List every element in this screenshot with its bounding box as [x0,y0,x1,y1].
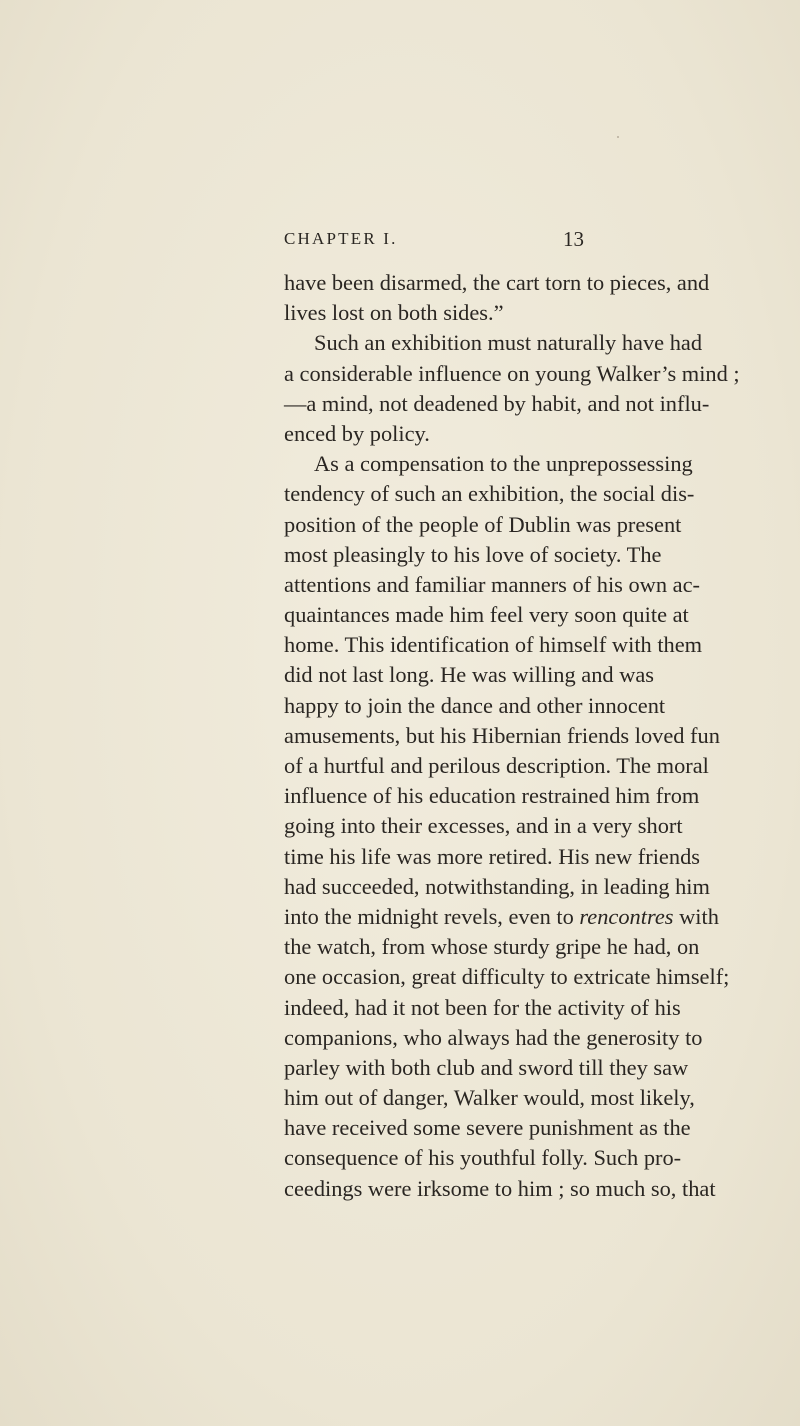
body-text [284,268,740,1204]
running-head: CHAPTER I. [284,229,398,248]
text-line: companions, who always had the generosity to [284,1024,703,1050]
text-line: attentions and familiar manners of his own ac- [284,571,700,597]
text-line: most pleasingly to his love of society. The [284,541,662,567]
text-line: —a mind, not deadened by habit, and not influ- [284,390,710,416]
italic-word: rencontres [579,903,674,929]
text-line: Such an exhibition must naturally have had [314,330,703,356]
text-line: him out of danger, Walker would, most likely, [284,1085,695,1111]
text-line: home. This identification of himself with them [284,632,703,658]
text-line: have received some severe punishment as the [284,1115,691,1141]
text-line: of a hurtful and perilous description. The moral [284,753,709,778]
text-line: have been disarmed, the cart torn to pieces, and [284,270,710,295]
text-line: tendency of such an exhibition, the social dis- [284,481,695,507]
paper-speck [617,136,619,138]
text-line: one occasion, great difficulty to extricate himself; [284,964,730,990]
text-line: influence of his education restrained him from [284,783,700,809]
text-line: indeed, had it not been for the activity of his [284,994,681,1020]
text-line: lives lost on both sides.” [284,300,504,326]
text-run: with [673,903,719,929]
text-line [284,902,719,932]
text-line: time his life was more retired. His new friends [284,843,700,869]
text-line: a considerable influence on young Walker’s mind ; [284,360,740,386]
page-header [284,227,584,255]
text-line: did not last long. He was willing and was [284,662,655,688]
text-line: enced by policy. [284,420,430,446]
text-line: parley with both club and sword till they saw [284,1054,689,1080]
text-line: quaintances made him feel very soon quite at [284,602,689,628]
text-line: happy to join the dance and other innocent [284,692,666,718]
text-line: position of the people of Dublin was present [284,511,682,537]
text-run: into the midnight revels, even to [284,903,580,929]
text-line: consequence of his youthful folly. Such pro- [284,1145,682,1171]
text-line: As a compensation to the unprepossessing [314,451,693,477]
text-line: the watch, from whose sturdy gripe he had, on [284,934,700,960]
text-line: amusements, but his Hibernian friends loved fun [284,722,720,748]
text-line: had succeeded, notwithstanding, in leading him [284,873,710,899]
text-line: ceedings were irksome to him ; so much so, that [284,1175,716,1201]
text-line: going into their excesses, and in a very short [284,813,683,839]
page-number: 13 [563,227,584,251]
